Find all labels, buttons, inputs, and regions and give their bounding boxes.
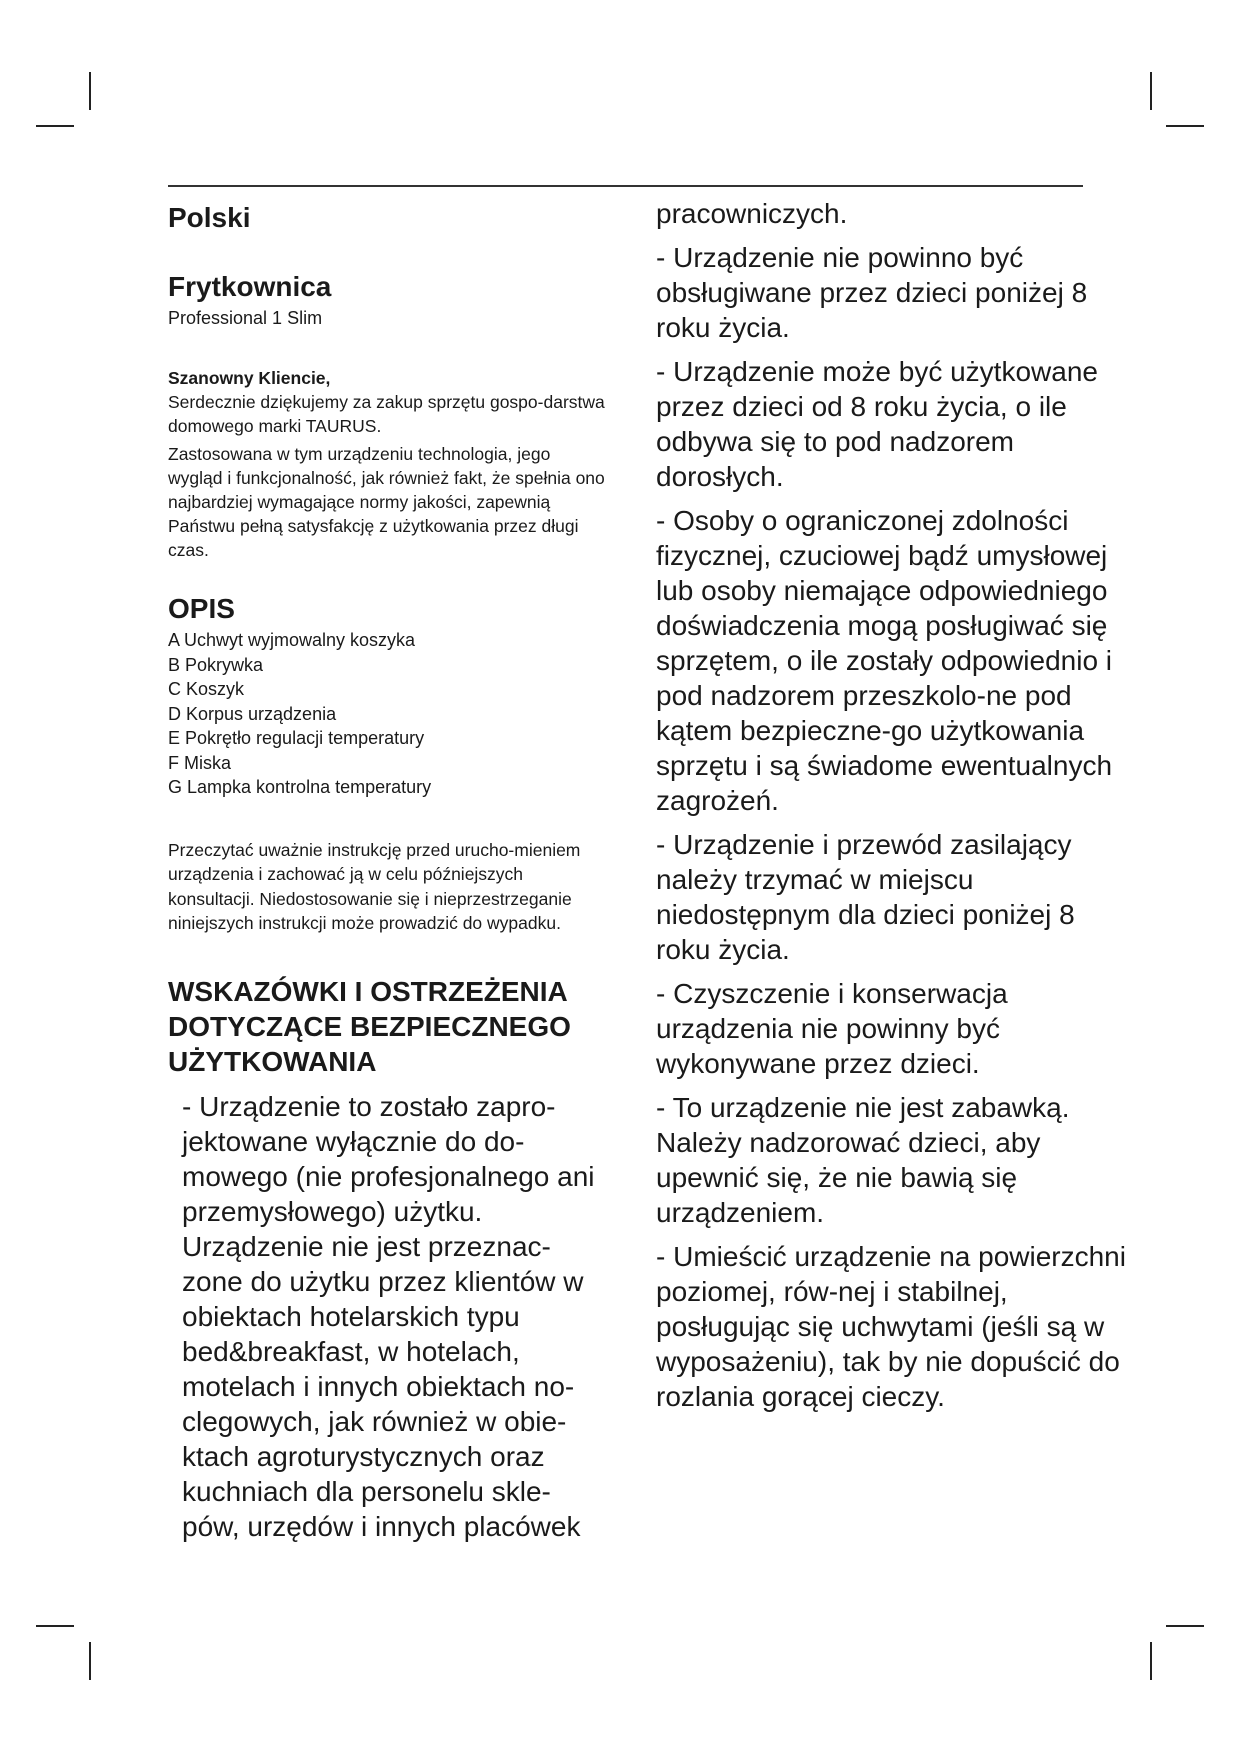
- safety-paragraph: - Umieścić urządzenie na powierzchni poziomej, rów-nej i stabilnej, posługując się uchwytami (jeśli są w wyposażeniu), tak by nie dopuścić do rozlania gorącej cieczy.: [656, 1241, 1126, 1412]
- greeting-salutation: Szanowny Kliencie,: [168, 368, 331, 388]
- safety-paragraph: - Urządzenie nie powinno być obsługiwane przez dzieci poniżej 8 roku życia.: [656, 242, 1088, 343]
- instructions-notice: Przeczytać uważnie instrukcję przed urucho-mieniem urządzenia i zachować ją w celu późniejszych konsultacji. Niedostosowanie się i nieprzestrzeganie niniejszych instrukcji może prowadzić do wypadku.: [168, 839, 581, 933]
- safety-title: WSKAZÓWKI I OSTRZEŻENIA DOTYCZĄCE BEZPIECZNEGO UŻYTKOWANIA: [168, 975, 571, 1077]
- crop-mark-top-right-horizontal: [1166, 125, 1204, 127]
- crop-mark-bottom-right-horizontal: [1166, 1625, 1204, 1627]
- safety-paragraph: - Czyszczenie i konserwacja urządzenia nie powinny być wykonywane przez dzieci.: [656, 978, 1008, 1079]
- crop-mark-bottom-right-vertical: [1150, 1642, 1152, 1680]
- greeting-paragraph: Zastosowana w tym urządzeniu technologia, jego wygląd i funkcjonalność, jak również fakt, że spełnia ono najbardziej wymagające normy jakości, zapewnią Państwu pełną satysfakcję z użytkowania przez długi czas.: [168, 444, 605, 560]
- parts-list: [168, 628, 608, 800]
- part-item: C Koszyk: [168, 679, 245, 699]
- product-title: Frytkownica: [168, 271, 332, 302]
- language-heading: Polski: [168, 202, 251, 233]
- left-column: [168, 196, 608, 1553]
- crop-mark-top-right-vertical: [1150, 72, 1152, 110]
- safety-paragraph: - Urządzenie może być użytkowane przez dzieci od 8 roku życia, o ile odbywa się to pod nadzorem dorosłych.: [656, 356, 1098, 492]
- crop-mark-top-left-vertical: [89, 72, 91, 110]
- safety-paragraph: - Osoby o ograniczonej zdolności fizycznej, czuciowej bądź umysłowej lub osoby niemające odpowiedniego doświadczenia mogą posługiwać się sprzętem, o ile zostały odpowiednio i pod nadzorem przeszkolo-ne pod kątem bezpieczne-go użytkowania sprzętu i są świadome ewentualnych zagrożeń.: [656, 505, 1113, 816]
- safety-paragraph: pracowniczych.: [656, 198, 848, 229]
- part-item: A Uchwyt wyjmowalny koszyka: [168, 630, 416, 650]
- header-rule: [168, 185, 1083, 187]
- safety-paragraph: - Urządzenie i przewód zasilający należy trzymać w miejscu niedostępnym dla dzieci poniżej 8 roku życia.: [656, 829, 1075, 965]
- greeting-paragraph: Serdecznie dziękujemy za zakup sprzętu gospo-darstwa domowego marki TAURUS.: [168, 392, 605, 436]
- crop-mark-bottom-left-horizontal: [36, 1625, 74, 1627]
- safety-paragraph: - To urządzenie nie jest zabawką. Należy nadzorować dzieci, aby upewnić się, że nie bawią się urządzeniem.: [656, 1092, 1070, 1228]
- crop-mark-bottom-left-vertical: [89, 1642, 91, 1680]
- part-item: F Miska: [168, 752, 231, 773]
- right-column: [656, 196, 1126, 1423]
- part-item: D Korpus urządzenia: [168, 703, 337, 724]
- part-item: B Pokrywka: [168, 654, 264, 675]
- safety-paragraph: - Urządzenie to zostało zapro-jektowane wyłącznie do do-mowego (nie profesjonalnego ani przemysłowego) użytku. Urządzenie nie jest przeznac-zone do użytku przez klientów w obiektach hotelarskich typu bed&breakfast, w hotelach, motelach i innych obiektach no-clegowych, jak również w obie-ktach agroturystycznych oraz kuchniach dla personelu skle-pów, urzędów i innych placówek: [182, 1090, 595, 1542]
- part-item: E Pokrętło regulacji temperatury: [168, 728, 425, 748]
- description-title: OPIS: [168, 593, 235, 624]
- crop-mark-top-left-horizontal: [36, 125, 74, 127]
- product-model: Professional 1 Slim: [168, 308, 323, 328]
- part-item: G Lampka kontrolna temperatury: [168, 777, 432, 797]
